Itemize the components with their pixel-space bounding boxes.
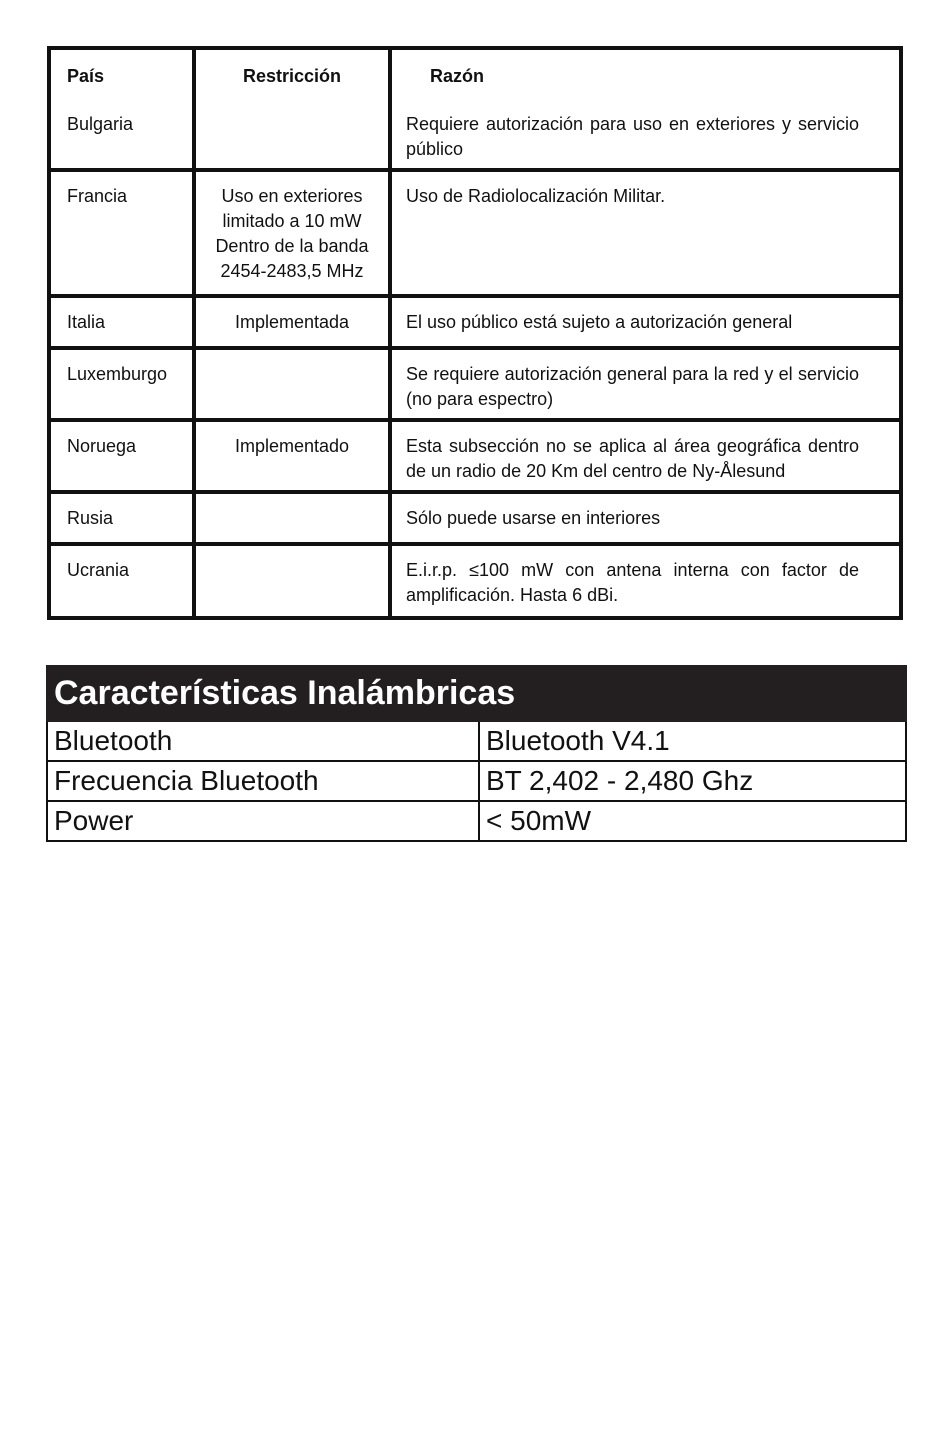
- reason-cell: Requiere autorización para uso en exteriores y servicio público: [392, 100, 899, 172]
- header-restriction: Restricción: [196, 50, 392, 100]
- table-row: [51, 100, 899, 172]
- restriction-line: 2454-2483,5 MHz: [220, 261, 364, 281]
- table-row: [51, 298, 899, 350]
- restrictions-header-row: [51, 50, 899, 100]
- restriction-cell: [196, 172, 392, 298]
- reason-cell: E.i.r.p. ≤100 mW con antena interna con factor de amplificación. Hasta 6 dBi.: [406, 560, 859, 605]
- wireless-table: [46, 665, 907, 842]
- country-cell: Rusia: [51, 494, 196, 546]
- country-cell: Francia: [51, 172, 196, 298]
- restriction-line: Dentro de la banda: [215, 236, 369, 256]
- spec-label: Power: [47, 801, 479, 841]
- reason-cell: Uso de Radiolocalización Militar.: [392, 172, 899, 298]
- table-row: [47, 801, 906, 841]
- table-row: [51, 546, 899, 616]
- reason-cell: Sólo puede usarse en interiores: [392, 494, 899, 546]
- spec-value: Bluetooth V4.1: [479, 721, 906, 761]
- restriction-line: Uso en exteriores: [221, 186, 363, 206]
- restriction-cell: Implementado: [196, 422, 392, 494]
- restriction-cell: [196, 100, 392, 172]
- table-row: [51, 494, 899, 546]
- table-row: [47, 721, 906, 761]
- header-country: País: [51, 50, 196, 100]
- restriction-cell: Implementada: [196, 298, 392, 350]
- reason-cell: Se requiere autorización general para la red y el servicio (no para espectro): [392, 350, 899, 422]
- table-row: [47, 761, 906, 801]
- restriction-line: limitado a 10 mW: [222, 211, 362, 231]
- reason-cell: El uso público está sujeto a autorización general: [392, 298, 899, 350]
- spec-value: BT 2,402 - 2,480 Ghz: [479, 761, 906, 801]
- country-cell: Luxemburgo: [51, 350, 196, 422]
- restrictions-table: [47, 46, 903, 620]
- restriction-cell: [196, 350, 392, 422]
- restriction-cell: [196, 546, 392, 616]
- country-cell: Italia: [51, 298, 196, 350]
- country-cell: Noruega: [51, 422, 196, 494]
- reason-cell: Esta subsección no se aplica al área geográfica dentro de un radio de 20 Km del centro de Ny-Ålesund: [392, 422, 899, 494]
- spec-label: Frecuencia Bluetooth: [47, 761, 479, 801]
- spec-value: < 50mW: [479, 801, 906, 841]
- wireless-title: Características Inalámbricas: [47, 666, 906, 721]
- table-row: [51, 172, 899, 298]
- header-reason: Razón: [430, 66, 484, 86]
- country-cell: Ucrania: [51, 546, 196, 616]
- spec-label: Bluetooth: [47, 721, 479, 761]
- country-cell: Bulgaria: [51, 100, 196, 172]
- wireless-header-row: [47, 666, 906, 721]
- table-row: [51, 422, 899, 494]
- table-row: [51, 350, 899, 422]
- restriction-cell: [196, 494, 392, 546]
